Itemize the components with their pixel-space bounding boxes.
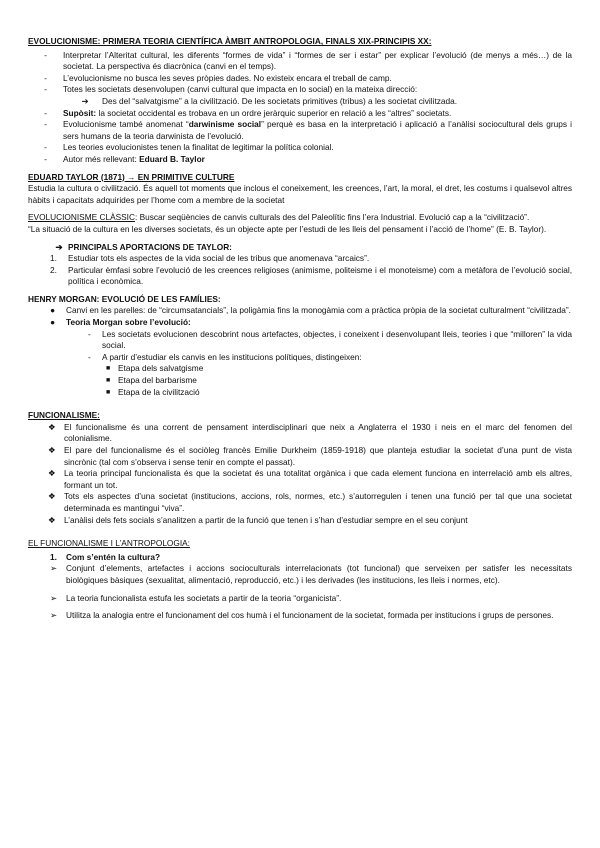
list-item: ❖ Tots els aspectes d’una societat (institucions, accions, rols, normes, etc.) s’autorregulen i tenen una funció per tal que una societat determinada es mantingui “viva”.	[48, 491, 572, 513]
list-item: ● Teoria Morgan sobre l’evolució:	[50, 317, 191, 328]
morgan-heading: HENRY MORGAN: EVOLUCIÓ DE LES FAMÍLIES:	[28, 293, 221, 304]
dash-marker: -	[88, 351, 91, 362]
funcionalisme-heading: FUNCIONALISME:	[28, 410, 100, 421]
taylor-intro: Estudia la cultura o civilització. És aquell tot moments que inclous el coneixement, les creences, l’art, la moral, el dret, les costums i qualsevol altres hàbits i capacitats adquirides per l’home com a membre de la societat	[28, 183, 572, 205]
list-item: - Interpretar l’Alteritat cultural, les diferents “formes de vida” i “formes de ser i estar” per explicar l’evolució (de menys a més…) de la societat. La perspectiva és diacrònica (canvi en el temps).	[28, 50, 572, 73]
dash-marker: -	[44, 119, 47, 130]
dash-marker: -	[44, 84, 47, 95]
diamond-icon: ❖	[48, 491, 56, 502]
square-icon: ■	[106, 377, 111, 385]
dash-marker: -	[44, 153, 47, 164]
list-item: - Les societats evolucionen descobrint nous artefactes, objectes, i coneixent i desenvolupant lleis, teories i que “milloren” la vida social.	[88, 328, 572, 351]
diamond-icon: ❖	[48, 445, 56, 455]
square-icon: ■	[106, 388, 111, 396]
list-item: ■ Etapa de la civilització	[106, 386, 200, 397]
list-item: ❖ El pare del funcionalisme és el sociòleg francès Emilie Durkheim (1859-1918) que planteja estudiar la societat d’una punt de vista sincrònic (tal com s’observa i sense tenir en compte el passat).	[48, 445, 572, 467]
list-item: ■ Etapa del barbarisme	[106, 375, 197, 386]
diamond-icon: ❖	[48, 514, 56, 525]
evolucionisme-list	[28, 50, 572, 166]
chevron-right-icon: ➢	[50, 610, 57, 621]
list-item: - Evolucionisme també anomenat “darwinisme social” perquè es basa en la interpretació i aplicació a l’anàlisi sociocultural dels grups i sers humans de la teoria darwinista de l’evolució.	[28, 119, 572, 142]
taylor-heading: EDUARD TAYLOR (1871) → EN PRIMITIVE CULTURE	[28, 171, 235, 182]
list-item: - Les teories evolucionistes tenen la finalitat de legitimar la política colonial.	[28, 142, 572, 154]
list-item: - Supòsit: la societat occidental es trobava en un ordre jeràrquic superior en relació a les “altres” societats.	[28, 108, 572, 120]
list-item: - Totes les societats desenvolupen (canvi cultural que impacta en lo social) en la mateixa direcció:	[28, 84, 572, 96]
list-item: ■ Etapa dels salvatgisme	[106, 363, 204, 374]
dash-marker: -	[44, 142, 47, 153]
arrow-icon: ➔	[81, 95, 89, 106]
chevron-right-icon: ➢	[50, 592, 57, 603]
list-item: - Autor més rellevant: Eduard B. Taylor	[28, 154, 572, 166]
list-item: ➔ Des del “salvatgisme” a la civilització. De les societats primitives (tribus) a les societat civilitzada.	[28, 96, 572, 108]
evolucionisme-heading: EVOLUCIONISME: PRIMERA TEORIA CIENTÍFICA ÀMBIT ANTROPOLOGIA, FINALS XIX-PRINCIPIS XX:	[28, 36, 432, 46]
list-item: - A partir d’estudiar els canvis en les institucions polítiques, distingeixen:	[88, 351, 362, 362]
dash-marker: -	[44, 72, 47, 83]
list-item: 2. Particular èmfasi sobre l’evolució de les creences religioses (animisme, politeisme i el monoteisme) com a metàfora de l’evolució social, política i econòmica.	[50, 264, 572, 287]
bullet-icon: ●	[50, 305, 56, 316]
dash-marker: -	[44, 49, 47, 60]
list-item: ❖ L’anàlisi dels fets socials s’analitzen a partir de la funció que tenen i s’han d’estudiar sempre en el seu conjunt	[48, 514, 468, 525]
taylor-quote: “La situació de la cultura en les diverses societats, és un objecte apte per l’estudi de les lleis del pensament i l’acció de l’home” (E. B. Taylor).	[28, 223, 547, 234]
question-row: 1. Com s’entén la cultura?	[50, 551, 161, 562]
aportacions-heading-row: ➔ PRINCIPALS APORTACIONS DE TAYLOR:	[28, 242, 572, 254]
bullet-icon: ●	[50, 317, 56, 328]
diamond-icon: ❖	[48, 468, 56, 479]
arrow-icon: ➔	[55, 241, 63, 252]
list-item: ❖ La teoria principal funcionalista és que la societat és una totalitat orgànica i que cada element funciona en interrelació amb els altres, formant un tot.	[48, 468, 572, 490]
dash-marker: -	[88, 328, 91, 339]
list-item: ➢ La teoria funcionalista estufa les societats a partir de la teoria “organicista”.	[50, 592, 342, 603]
classic-label: EVOLUCIONISME CLÀSSIC	[28, 212, 135, 223]
list-item: 1. Estudiar tots els aspectes de la vida social de les tribus que anomenava “arcaics”.	[50, 253, 370, 264]
list-item: - L’evolucionisme no busca les seves pròpies dades. No existeix encara el treball de camp.	[28, 73, 572, 85]
evolucionisme-classic-paragraph: EVOLUCIONISME CLÀSSIC: Buscar seqüències de canvis culturals des del Paleolític fins l’era Industrial. Evolució cap a la “civilització”.	[28, 212, 530, 223]
list-item: ❖ El funcionalisme és una corrent de pensament interdisciplinari que neix a Anglaterra el 1930 i neis en el marc del fenomen del colonialisme.	[48, 421, 572, 444]
diamond-icon: ❖	[48, 421, 56, 432]
chevron-right-icon: ➢	[50, 563, 57, 574]
antropologia-heading: EL FUNCIONALISME I L’ANTROPOLOGIA:	[28, 538, 190, 549]
square-icon: ■	[106, 365, 111, 373]
list-item: ➢ Conjunt d’elements, artefactes i accions socioculturals interrelacionats (tot funcional) que serveixen per satisfer les necessitats biològiques bàsiques (sexualitat, alimentació, reproducció, etc.) i les derivades (les institucions, les lleis i normes, etc).	[50, 563, 572, 585]
list-item: ➢ Utilitza la analogia entre el funcionament del cos humà i el funcionament de la societat, formada per institucions i grups de persones.	[50, 610, 554, 621]
list-item: ● Canvi en les parelles: de “circumsatancials”, la poligàmia fins la monogàmia com a pràctica pròpia de la societat culturalment “civilitzada”.	[50, 305, 571, 316]
dash-marker: -	[44, 107, 47, 118]
